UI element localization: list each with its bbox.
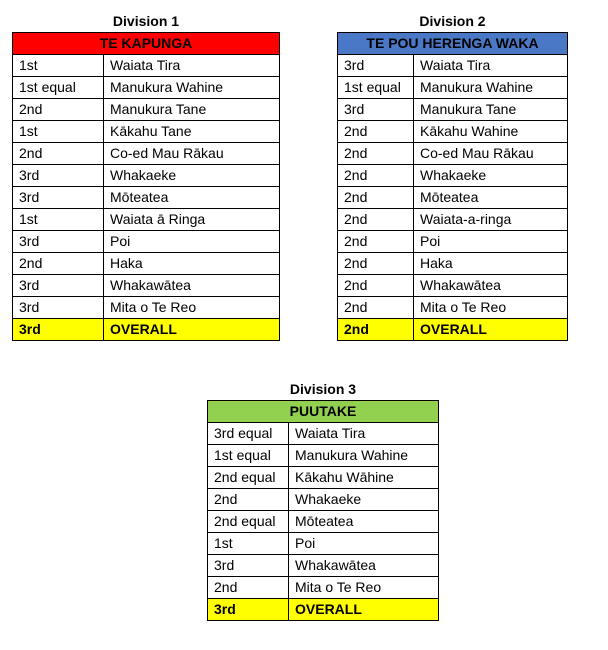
table-row: [13, 275, 280, 297]
table-row: [208, 555, 439, 577]
placing-cell: 1st equal: [208, 445, 289, 467]
placing-cell: 1st: [13, 55, 104, 77]
team-header-row: [338, 33, 568, 55]
table-row: [13, 143, 280, 165]
placing-cell: 1st equal: [13, 77, 104, 99]
placing-cell: 2nd: [13, 253, 104, 275]
results-table: [12, 32, 280, 341]
placing-cell: 2nd: [338, 297, 414, 319]
table-row: [338, 165, 568, 187]
table-row: [13, 77, 280, 99]
table-row: [13, 187, 280, 209]
placing-cell: 3rd: [13, 187, 104, 209]
overall-row: [338, 319, 568, 341]
placing-cell: 2nd: [338, 165, 414, 187]
table-row: [13, 121, 280, 143]
team-name: TE KAPUNGA: [13, 33, 280, 55]
placing-cell: 3rd: [13, 297, 104, 319]
placing-cell: 2nd: [208, 489, 289, 511]
results-body: [338, 33, 568, 341]
table-row: [338, 187, 568, 209]
division-2: [337, 10, 568, 341]
category-cell: Waiata Tira: [414, 55, 568, 77]
overall-placing: 3rd: [208, 599, 289, 621]
category-cell: Manukura Tane: [104, 99, 280, 121]
results-table: [337, 32, 568, 341]
overall-label: OVERALL: [104, 319, 280, 341]
category-cell: Co-ed Mau Rākau: [104, 143, 280, 165]
placing-cell: 2nd: [13, 143, 104, 165]
table-row: [338, 275, 568, 297]
table-row: [338, 143, 568, 165]
division-title: Division 2: [419, 13, 486, 29]
category-cell: Mita o Te Reo: [289, 577, 439, 599]
placing-cell: 2nd equal: [208, 511, 289, 533]
placing-cell: 2nd: [338, 143, 414, 165]
category-cell: Kākahu Wāhine: [289, 467, 439, 489]
category-cell: Waiata ā Ringa: [104, 209, 280, 231]
table-row: [338, 99, 568, 121]
category-cell: Mita o Te Reo: [104, 297, 280, 319]
team-header-row: [208, 401, 439, 423]
category-cell: Manukura Wahine: [289, 445, 439, 467]
table-row: [208, 511, 439, 533]
table-row: [13, 209, 280, 231]
placing-cell: 3rd: [338, 99, 414, 121]
category-cell: Whakawātea: [289, 555, 439, 577]
category-cell: Whakawātea: [104, 275, 280, 297]
placing-cell: 2nd: [338, 275, 414, 297]
overall-label: OVERALL: [289, 599, 439, 621]
category-cell: Manukura Wahine: [104, 77, 280, 99]
placing-cell: 1st equal: [338, 77, 414, 99]
category-cell: Poi: [289, 533, 439, 555]
placing-cell: 3rd equal: [208, 423, 289, 445]
category-cell: Manukura Tane: [414, 99, 568, 121]
category-cell: Kākahu Tane: [104, 121, 280, 143]
placing-cell: 2nd: [338, 231, 414, 253]
table-row: [208, 577, 439, 599]
placing-cell: 3rd: [13, 275, 104, 297]
category-cell: Haka: [414, 253, 568, 275]
table-row: [338, 297, 568, 319]
overall-row: [208, 599, 439, 621]
table-row: [208, 467, 439, 489]
category-cell: Mōteatea: [414, 187, 568, 209]
overall-placing: 3rd: [13, 319, 104, 341]
table-row: [338, 231, 568, 253]
category-cell: Poi: [104, 231, 280, 253]
category-cell: Kākahu Wahine: [414, 121, 568, 143]
category-cell: Waiata Tira: [289, 423, 439, 445]
results-table: [207, 400, 439, 621]
category-cell: Mōteatea: [289, 511, 439, 533]
overall-placing: 2nd: [338, 319, 414, 341]
placing-cell: 3rd: [13, 165, 104, 187]
placing-cell: 2nd equal: [208, 467, 289, 489]
table-row: [13, 165, 280, 187]
team-name: TE POU HERENGA WAKA: [338, 33, 568, 55]
results-body: [208, 401, 439, 621]
division-title: Division 1: [112, 13, 180, 29]
placing-cell: 3rd: [338, 55, 414, 77]
category-cell: Whakaeke: [289, 489, 439, 511]
table-row: [338, 121, 568, 143]
category-cell: Mita o Te Reo: [414, 297, 568, 319]
category-cell: Haka: [104, 253, 280, 275]
results-body: [13, 33, 280, 341]
placing-cell: 3rd: [208, 555, 289, 577]
category-cell: Waiata-a-ringa: [414, 209, 568, 231]
category-cell: Co-ed Mau Rākau: [414, 143, 568, 165]
table-row: [338, 55, 568, 77]
table-row: [338, 253, 568, 275]
placing-cell: 2nd: [13, 99, 104, 121]
placing-cell: 1st: [208, 533, 289, 555]
table-row: [338, 77, 568, 99]
category-cell: Mōteatea: [104, 187, 280, 209]
division-3: [207, 378, 439, 621]
table-row: [13, 55, 280, 77]
table-row: [13, 253, 280, 275]
division-1: [12, 10, 280, 341]
placing-cell: 2nd: [338, 187, 414, 209]
table-row: [13, 231, 280, 253]
category-cell: Poi: [414, 231, 568, 253]
placing-cell: 1st: [13, 121, 104, 143]
table-row: [208, 533, 439, 555]
category-cell: Manukura Wahine: [414, 77, 568, 99]
placing-cell: 3rd: [13, 231, 104, 253]
overall-label: OVERALL: [414, 319, 568, 341]
table-row: [338, 209, 568, 231]
category-cell: Waiata Tira: [104, 55, 280, 77]
team-name: PUUTAKE: [208, 401, 439, 423]
table-row: [208, 423, 439, 445]
placing-cell: 2nd: [208, 577, 289, 599]
overall-row: [13, 319, 280, 341]
table-row: [13, 99, 280, 121]
placing-cell: 2nd: [338, 121, 414, 143]
placing-cell: 1st: [13, 209, 104, 231]
division-title: Division 3: [289, 381, 357, 397]
placing-cell: 2nd: [338, 253, 414, 275]
category-cell: Whakawātea: [414, 275, 568, 297]
category-cell: Whakaeke: [414, 165, 568, 187]
team-header-row: [13, 33, 280, 55]
table-row: [208, 445, 439, 467]
table-row: [208, 489, 439, 511]
category-cell: Whakaeke: [104, 165, 280, 187]
placing-cell: 2nd: [338, 209, 414, 231]
table-row: [13, 297, 280, 319]
